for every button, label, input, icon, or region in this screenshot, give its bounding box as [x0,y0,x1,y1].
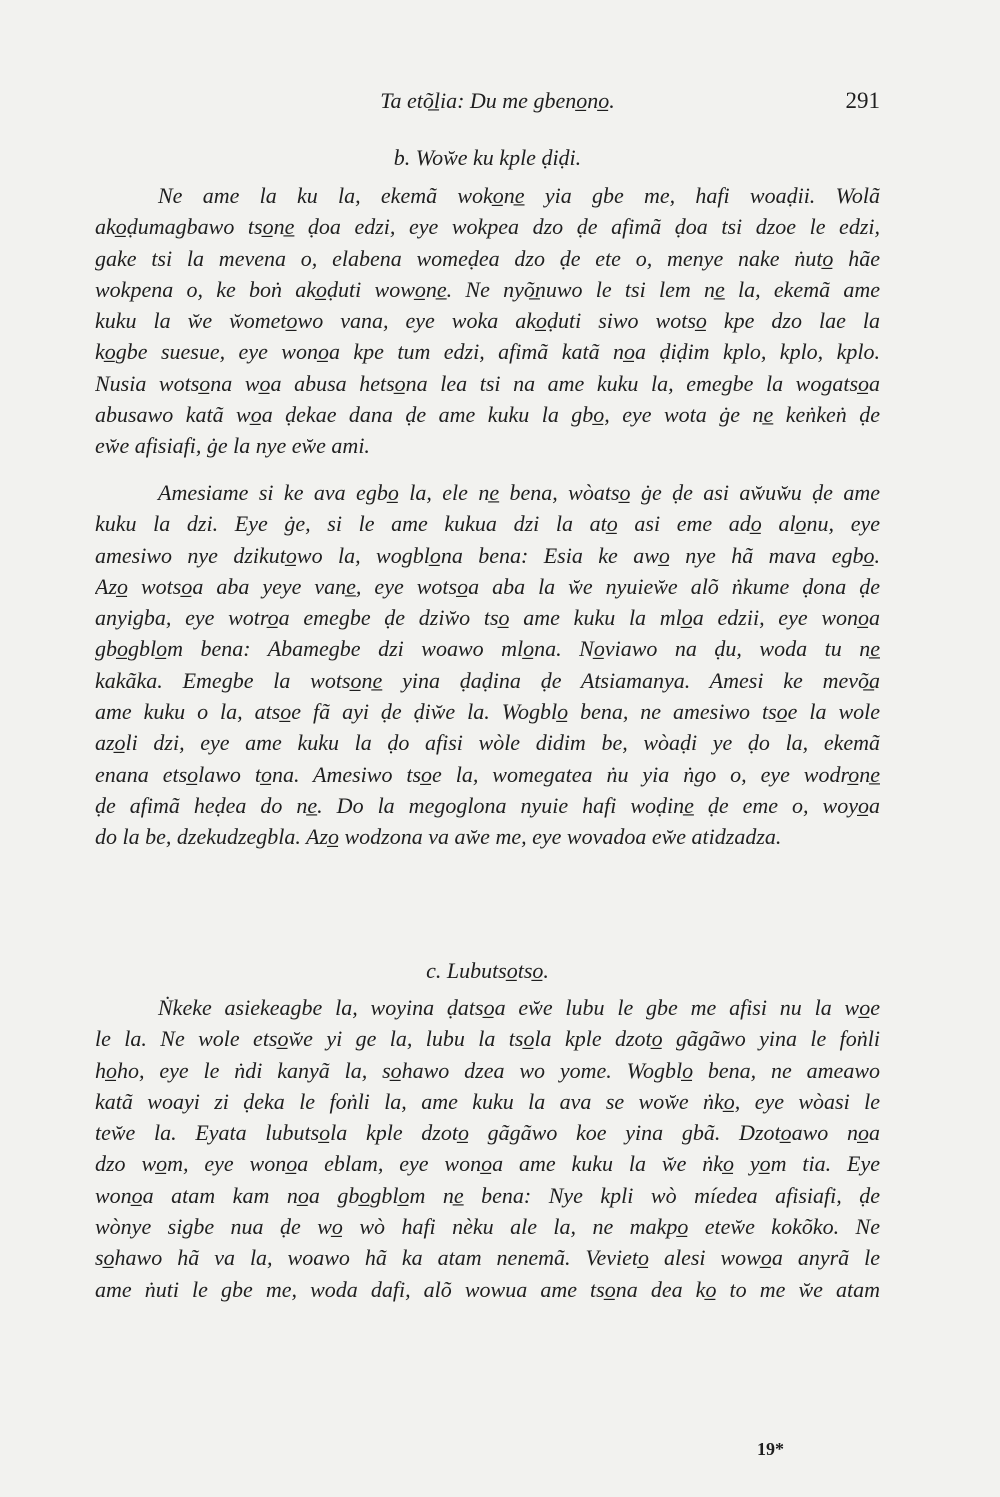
paragraph [95,180,880,462]
text-line: kuku la w̆e w̆ometo̲wo vana, eye woka ako̲ḍuti siwo wotso̲ kpe dzo lae la [95,308,880,334]
text-line: ko̲gbe suesue, eye wono̲a kpe tum edzi, afimã katã no̲a ḍiḍim kplo, kplo, kplo. [95,339,880,365]
text-line: le la. Ne wole etso̲w̆e yi ge la, lubu la tso̲la kple dzoto̲ gãgãwo yina le foṅli [95,1026,880,1052]
signature-mark: 19* [757,1439,784,1459]
text-line: so̲hawo hã va la, woawo hã ka atam nenemã. Vevieto̲ alesi wowo̲a anyrã le [95,1245,880,1271]
text-line: Amesiame si ke ava egbo̲ la, ele ne̲ bena, wòatso̲ ġe ḍe asi aw̆uw̆u ḍe ame [158,480,880,505]
text-line: katã woayi zi ḍeka le foṅli la, ame kuku la ava se wow̆e ṅko̲, eye wòasi le [95,1088,880,1114]
text-line: abusawo katã wo̲a ḍekae dana ḍe ame kuku la gbo̲, eye wota ġe ne̲ keṅkeṅ ḍe [95,402,880,428]
paragraph [95,477,880,853]
text-line: kakãka. Emegbe la wotso̲ne̲ yina ḍaḍina ḍe Atsiamanya. Amesi ke mevõ̲a [95,667,880,693]
text-line: ame kuku o la, atso̲e fã ayi ḍe ḍiw̆e la. Wogblo̲ bena, ne amesiwo tso̲e la wole [95,699,880,725]
text-line: Ṅkeke asiekeagbe la, woyina ḍatso̲a ew̆e lubu le gbe me afisi nu la wo̲e [158,995,880,1020]
text-line: ḍe afimã heḍea do ne̲. Do la megoglona nyuie hafi woḍine̲ ḍe eme o, woyo̲a [95,792,880,818]
text-line: kuku la dzi. Eye ġe, si le ame kukua dzi la ato̲ asi eme ado̲ alo̲nu, eye [95,511,880,537]
text-line: Nusia wotso̲na wo̲a abusa hetso̲na lea tsi na ame kuku la, emegbe la wogatso̲a [95,370,880,396]
page-number: 291 [845,88,880,113]
text-line: wono̲a atam kam no̲a gbo̲gblo̲m ne̲ bena: Nye kpli wò míedea afisiafi, ḍe [95,1182,880,1208]
text-line: Ne ame la ku la, ekemã woko̲ne̲ yia gbe me, hafi woaḍii. Wolã [158,183,880,208]
text-line: tew̆e la. Eyata lubutso̲la kple dzoto̲ gãgãwo koe yina gbã. Dzoto̲awo no̲a [95,1120,880,1146]
text-line: azo̲li dzi, eye ame kuku la ḍo afisi wòle didim be, wòaḍi ye ḍo la, ekemã [95,730,880,756]
text-line: gbo̲gblo̲m bena: Abamegbe dzi woawo mlo̲na. No̲viawo na ḍu, woda tu ne̲ [95,636,880,662]
text-line: ho̲ho, eye le ṅdi kanyã la, so̲hawo dzea wo yome. Wogblo̲ bena, ne ameawo [95,1057,880,1083]
text-line: wònye sigbe nua ḍe wo̲ wò hafi nèku ale la, ne makpo̲ etew̆e kokõko. Ne [95,1214,880,1240]
text-line: gake tsi la mevena o, elabena womeḍea dzo ḍe ete o, menye nake ṅuto̲ hãe [95,245,880,271]
text-line: enana etso̲lawo to̲na. Amesiwo tso̲e la, womegatea ṅu yia ṅgo o, eye wodro̲ne̲ [95,761,880,787]
text-line: wokpena o, ke boṅ ako̲ḍuti wowo̲ne̲. Ne nyõ̲nuwo le tsi lem ne̲ la, ekemã ame [95,276,880,302]
text-line: dzo wo̲m, eye wono̲a eblam, eye wono̲a ame kuku la w̆e ṅko̲ yo̲m tia. Eye [95,1151,880,1177]
text-line: ame ṅuti le gbe me, woda dafi, alõ wowua ame tso̲na dea ko̲ to me w̆e atam [95,1276,880,1302]
running-title: Ta etõ̲lia: Du me gbeno̲no̲. [380,88,615,113]
text-line: anyigba, eye wotro̲a emegbe ḍe dziw̆o tso̲ ame kuku la mlo̲a edzii, eye wono̲a [95,605,880,631]
text-line: Azo̲ wotso̲a aba yeye vane̲, eye wotso̲a aba la w̆e nyuiew̆e alõ ṅkume ḍona ḍe [95,573,880,599]
text-line: do la be, dzekudzegbla. Azo̲ wodzona va aw̆e me, eye wovadoa ew̆e atidzadza. [95,824,782,850]
section-heading-c: c. Lubutso̲tso̲. [426,958,549,983]
paragraph [95,992,880,1305]
text-line: amesiwo nye dzikuto̲wo la, wogblo̲na bena: Esia ke awo̲ nye hã mava egbo̲. [95,542,880,568]
text-line: ew̆e afisiafi, ġe la nye ew̆e ami. [95,433,370,459]
section-heading-b: b. Wow̆e ku kple ḍiḍi. [393,145,582,170]
text-line: ako̲ḍumagbawo tso̲ne̲ ḍoa edzi, eye wokpea dzo ḍe afimã ḍoa tsi dzoe le edzi, [95,214,880,240]
